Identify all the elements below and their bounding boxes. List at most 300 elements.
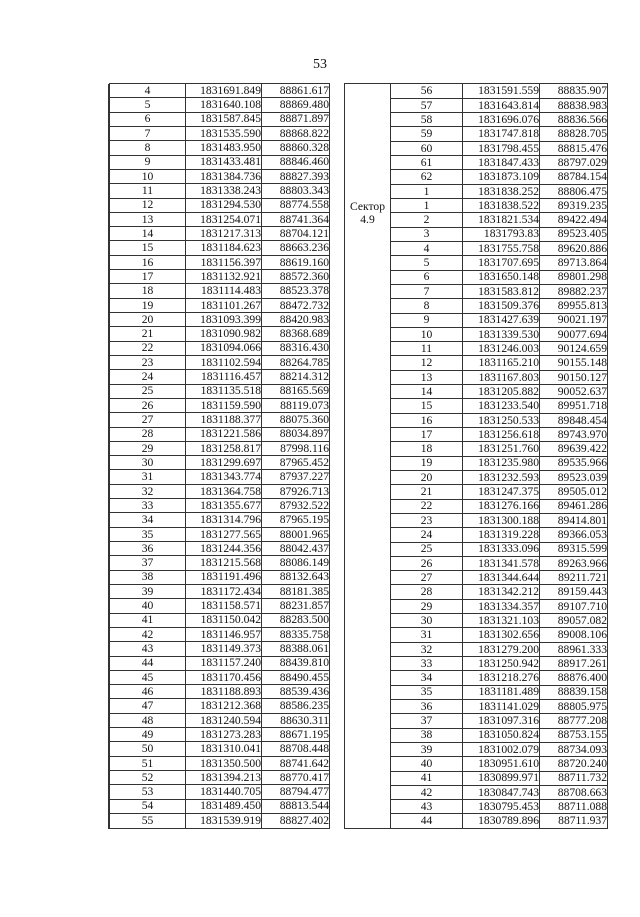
y-coordinate: 89743.970	[540, 428, 608, 442]
table-row	[109, 599, 330, 613]
y-coordinate: 88777.208	[540, 714, 608, 728]
point-number: 53	[110, 785, 186, 799]
y-coordinate: 89523.405	[540, 227, 608, 241]
x-coordinate: 1831184.623	[186, 241, 262, 255]
point-number: 37	[110, 556, 186, 570]
table-row	[345, 141, 608, 155]
x-coordinate: 1831251.760	[463, 442, 540, 456]
x-coordinate: 1831132.921	[186, 270, 262, 284]
y-coordinate: 90124.659	[540, 342, 608, 356]
point-number: 41	[110, 613, 186, 627]
point-number: 20	[110, 313, 186, 327]
y-coordinate: 88439.810	[262, 656, 330, 670]
y-coordinate: 88869.480	[262, 98, 330, 112]
y-coordinate: 88827.393	[262, 169, 330, 183]
y-coordinate: 88708.448	[262, 742, 330, 756]
y-coordinate: 88214.312	[262, 370, 330, 384]
y-coordinate: 88619.160	[262, 255, 330, 269]
y-coordinate: 88813.544	[262, 799, 330, 813]
y-coordinate: 88774.558	[262, 198, 330, 212]
y-coordinate: 89620.886	[540, 241, 608, 255]
x-coordinate: 1831159.590	[186, 398, 262, 412]
y-coordinate: 88119.073	[262, 398, 330, 412]
sector-cell	[345, 127, 391, 141]
y-coordinate: 88846.460	[262, 155, 330, 169]
y-coordinate: 88472.732	[262, 298, 330, 312]
point-number: 35	[391, 685, 463, 699]
y-coordinate: 88838.983	[540, 98, 608, 112]
x-coordinate: 1831798.455	[463, 141, 540, 155]
x-coordinate: 1831150.042	[186, 613, 262, 627]
x-coordinate: 1831394.213	[186, 771, 262, 785]
y-coordinate: 88805.975	[540, 699, 608, 713]
x-coordinate: 1831339.530	[463, 327, 540, 341]
y-coordinate: 89319.235	[540, 199, 608, 213]
x-coordinate: 1831090.982	[186, 327, 262, 341]
point-number: 18	[391, 442, 463, 456]
x-coordinate: 1831135.518	[186, 384, 262, 398]
y-coordinate: 88961.333	[540, 642, 608, 656]
point-number: 33	[391, 657, 463, 671]
point-number: 19	[110, 298, 186, 312]
y-coordinate: 88720.240	[540, 757, 608, 771]
x-coordinate: 1831535.590	[186, 126, 262, 140]
table-row	[109, 499, 330, 513]
table-row	[345, 184, 608, 198]
point-number: 26	[110, 398, 186, 412]
x-coordinate: 1831149.373	[186, 642, 262, 656]
point-number: 11	[110, 184, 186, 198]
point-number: 41	[391, 771, 463, 785]
x-coordinate: 1831319.228	[463, 528, 540, 542]
point-number: 28	[391, 585, 463, 599]
x-coordinate: 1831583.812	[463, 284, 540, 298]
point-number: 55	[110, 813, 186, 828]
coordinates-table-right	[344, 83, 608, 829]
x-coordinate: 1831427.639	[463, 313, 540, 327]
x-coordinate: 1831338.243	[186, 184, 262, 198]
x-coordinate: 1831279.200	[463, 642, 540, 656]
point-number: 27	[110, 413, 186, 427]
table-row	[109, 155, 330, 169]
y-coordinate: 89535.966	[540, 456, 608, 470]
x-coordinate: 1831707.695	[463, 256, 540, 270]
table-row	[345, 113, 608, 127]
table-row	[109, 542, 330, 556]
x-coordinate: 1831838.522	[463, 199, 540, 213]
sector-cell	[345, 156, 391, 170]
point-number: 38	[391, 728, 463, 742]
table-row	[109, 527, 330, 541]
x-coordinate: 1831333.096	[463, 542, 540, 556]
x-coordinate: 1831188.377	[186, 413, 262, 427]
x-coordinate: 1830789.896	[463, 814, 540, 828]
table-row	[109, 255, 330, 269]
y-coordinate: 88770.417	[262, 771, 330, 785]
x-coordinate: 1831321.103	[463, 614, 540, 628]
point-number: 49	[110, 728, 186, 742]
x-coordinate: 1831343.774	[186, 470, 262, 484]
x-coordinate: 1831212.368	[186, 699, 262, 713]
x-coordinate: 1831355.677	[186, 499, 262, 513]
x-coordinate: 1831002.079	[463, 742, 540, 756]
table-row	[109, 241, 330, 255]
table-row	[109, 484, 330, 498]
x-coordinate: 1831364.758	[186, 484, 262, 498]
x-coordinate: 1831691.849	[186, 84, 262, 98]
y-coordinate: 88708.663	[540, 785, 608, 799]
x-coordinate: 1831277.565	[186, 527, 262, 541]
table-row	[109, 785, 330, 799]
table-row	[109, 327, 330, 341]
x-coordinate: 1831141.029	[463, 699, 540, 713]
point-number: 32	[391, 642, 463, 656]
y-coordinate: 88839.158	[540, 685, 608, 699]
y-coordinate: 88075.360	[262, 413, 330, 427]
y-coordinate: 87965.452	[262, 456, 330, 470]
point-number: 34	[391, 671, 463, 685]
y-coordinate: 88917.261	[540, 657, 608, 671]
point-number: 17	[391, 428, 463, 442]
x-coordinate: 1831157.240	[186, 656, 262, 670]
table-row	[109, 313, 330, 327]
x-coordinate: 1830847.743	[463, 785, 540, 799]
y-coordinate: 89414.801	[540, 513, 608, 527]
point-number: 8	[391, 299, 463, 313]
table-row	[109, 556, 330, 570]
point-number: 24	[391, 528, 463, 542]
table-row	[345, 156, 608, 170]
y-coordinate: 87926.713	[262, 484, 330, 498]
point-number: 10	[391, 327, 463, 341]
table-row	[345, 98, 608, 112]
y-coordinate: 88871.897	[262, 112, 330, 126]
x-coordinate: 1831587.845	[186, 112, 262, 126]
table-row	[109, 227, 330, 241]
x-coordinate: 1830795.453	[463, 800, 540, 814]
x-coordinate: 1831116.457	[186, 370, 262, 384]
y-coordinate: 88671.195	[262, 728, 330, 742]
y-coordinate: 88165.569	[262, 384, 330, 398]
point-number: 6	[391, 270, 463, 284]
y-coordinate: 88283.500	[262, 613, 330, 627]
y-coordinate: 89951.718	[540, 399, 608, 413]
y-coordinate: 89107.710	[540, 599, 608, 613]
y-coordinate: 89159.443	[540, 585, 608, 599]
point-number: 40	[110, 599, 186, 613]
point-number: 9	[391, 313, 463, 327]
x-coordinate: 1831146.957	[186, 627, 262, 641]
table-row	[109, 112, 330, 126]
x-coordinate: 1831244.356	[186, 542, 262, 556]
point-number: 29	[110, 441, 186, 455]
y-coordinate: 89801.298	[540, 270, 608, 284]
x-coordinate: 1831250.942	[463, 657, 540, 671]
sector-cell	[345, 141, 391, 155]
point-number: 61	[391, 156, 463, 170]
point-number: 23	[391, 513, 463, 527]
point-number: 46	[110, 685, 186, 699]
y-coordinate: 89057.082	[540, 614, 608, 628]
x-coordinate: 1831342.212	[463, 585, 540, 599]
y-coordinate: 90021.197	[540, 313, 608, 327]
y-coordinate: 87965.195	[262, 513, 330, 527]
x-coordinate: 1831258.817	[186, 441, 262, 455]
table-row	[109, 570, 330, 584]
x-coordinate: 1831170.456	[186, 670, 262, 684]
y-coordinate: 88741.364	[262, 212, 330, 226]
point-number: 4	[391, 241, 463, 255]
x-coordinate: 1831181.489	[463, 685, 540, 699]
x-coordinate: 1831235.980	[463, 456, 540, 470]
y-coordinate: 89422.494	[540, 213, 608, 227]
point-number: 34	[110, 513, 186, 527]
y-coordinate: 88572.360	[262, 270, 330, 284]
x-coordinate: 1831221.586	[186, 427, 262, 441]
y-coordinate: 88042.437	[262, 542, 330, 556]
point-number: 12	[391, 356, 463, 370]
y-coordinate: 88630.311	[262, 713, 330, 727]
table-row	[109, 470, 330, 484]
x-coordinate: 1831344.644	[463, 571, 540, 585]
x-coordinate: 1831350.500	[186, 756, 262, 770]
table-row	[109, 370, 330, 384]
y-coordinate: 88420.983	[262, 313, 330, 327]
point-number: 14	[110, 227, 186, 241]
table-row	[345, 127, 608, 141]
table-row	[109, 284, 330, 298]
y-coordinate: 90155.148	[540, 356, 608, 370]
x-coordinate: 1831232.593	[463, 470, 540, 484]
y-coordinate: 88803.343	[262, 184, 330, 198]
point-number: 18	[110, 284, 186, 298]
table-row	[109, 713, 330, 727]
table-row	[109, 355, 330, 369]
x-coordinate: 1831205.882	[463, 385, 540, 399]
y-coordinate: 88523.378	[262, 284, 330, 298]
point-number: 7	[110, 126, 186, 140]
point-number: 21	[110, 327, 186, 341]
point-number: 50	[110, 742, 186, 756]
point-number: 16	[110, 255, 186, 269]
y-coordinate: 88001.965	[262, 527, 330, 541]
y-coordinate: 89366.053	[540, 528, 608, 542]
y-coordinate: 88539.436	[262, 685, 330, 699]
x-coordinate: 1831755.758	[463, 241, 540, 255]
y-coordinate: 90077.694	[540, 327, 608, 341]
point-number: 36	[110, 542, 186, 556]
x-coordinate: 1831215.568	[186, 556, 262, 570]
sector-cell	[345, 84, 391, 99]
point-number: 13	[110, 212, 186, 226]
y-coordinate: 88316.430	[262, 341, 330, 355]
x-coordinate: 1831276.166	[463, 499, 540, 513]
x-coordinate: 1831050.824	[463, 728, 540, 742]
x-coordinate: 1831233.540	[463, 399, 540, 413]
x-coordinate: 1831101.267	[186, 298, 262, 312]
y-coordinate: 88860.328	[262, 141, 330, 155]
x-coordinate: 1831246.003	[463, 342, 540, 356]
table-row	[109, 670, 330, 684]
x-coordinate: 1831483.950	[186, 141, 262, 155]
x-coordinate: 1831156.397	[186, 255, 262, 269]
point-number: 37	[391, 714, 463, 728]
point-number: 26	[391, 556, 463, 570]
y-coordinate: 89848.454	[540, 413, 608, 427]
table-row	[109, 384, 330, 398]
point-number: 14	[391, 385, 463, 399]
x-coordinate: 1831650.148	[463, 270, 540, 284]
point-number: 36	[391, 699, 463, 713]
x-coordinate: 1831591.559	[463, 84, 540, 99]
y-coordinate: 88711.732	[540, 771, 608, 785]
x-coordinate: 1831250.533	[463, 413, 540, 427]
x-coordinate: 1831172.434	[186, 584, 262, 598]
sector-cell	[345, 184, 391, 198]
table-row	[109, 198, 330, 212]
table-row	[109, 756, 330, 770]
y-coordinate: 88711.088	[540, 800, 608, 814]
point-number: 22	[110, 341, 186, 355]
x-coordinate: 1831273.283	[186, 728, 262, 742]
point-number: 2	[391, 213, 463, 227]
y-coordinate: 88231.857	[262, 599, 330, 613]
point-number: 30	[110, 456, 186, 470]
sector-cell	[345, 98, 391, 112]
table-row	[109, 298, 330, 312]
table-row	[109, 642, 330, 656]
x-coordinate: 1831821.534	[463, 213, 540, 227]
table-row	[109, 169, 330, 183]
point-number: 59	[391, 127, 463, 141]
y-coordinate: 89263.966	[540, 556, 608, 570]
point-number: 43	[391, 800, 463, 814]
table-row	[109, 441, 330, 455]
point-number: 22	[391, 499, 463, 513]
point-number: 8	[110, 141, 186, 155]
table-row	[109, 398, 330, 412]
y-coordinate: 88827.402	[262, 813, 330, 828]
x-coordinate: 1831165.210	[463, 356, 540, 370]
x-coordinate: 1831539.919	[186, 813, 262, 828]
y-coordinate: 88335.758	[262, 627, 330, 641]
point-number: 11	[391, 342, 463, 356]
y-coordinate: 88181.385	[262, 584, 330, 598]
table-row	[109, 771, 330, 785]
y-coordinate: 87932.522	[262, 499, 330, 513]
x-coordinate: 1831838.252	[463, 184, 540, 198]
table-row	[109, 699, 330, 713]
y-coordinate: 88753.155	[540, 728, 608, 742]
x-coordinate: 1831873.109	[463, 170, 540, 184]
table-row	[345, 84, 608, 99]
y-coordinate: 88704.121	[262, 227, 330, 241]
y-coordinate: 89008.106	[540, 628, 608, 642]
table-row	[109, 141, 330, 155]
point-number: 16	[391, 413, 463, 427]
y-coordinate: 88264.785	[262, 355, 330, 369]
point-number: 43	[110, 642, 186, 656]
table-row	[109, 742, 330, 756]
y-coordinate: 88806.475	[540, 184, 608, 198]
page-number: 53	[313, 57, 327, 72]
x-coordinate: 1831341.578	[463, 556, 540, 570]
x-coordinate: 1831696.076	[463, 113, 540, 127]
point-number: 52	[110, 771, 186, 785]
point-number: 39	[110, 584, 186, 598]
x-coordinate: 1831299.697	[186, 456, 262, 470]
x-coordinate: 1831158.571	[186, 599, 262, 613]
table-row	[109, 341, 330, 355]
y-coordinate: 89505.012	[540, 485, 608, 499]
y-coordinate: 88835.907	[540, 84, 608, 99]
table-row	[109, 513, 330, 527]
x-coordinate: 1831167.803	[463, 370, 540, 384]
point-number: 40	[391, 757, 463, 771]
y-coordinate: 89211.721	[540, 571, 608, 585]
point-number: 47	[110, 699, 186, 713]
x-coordinate: 1831094.066	[186, 341, 262, 355]
table-row	[109, 126, 330, 140]
point-number: 25	[391, 542, 463, 556]
point-number: 12	[110, 198, 186, 212]
table-row	[109, 627, 330, 641]
point-number: 15	[110, 241, 186, 255]
sector-cell	[345, 113, 391, 127]
y-coordinate: 90052.637	[540, 385, 608, 399]
point-number: 19	[391, 456, 463, 470]
point-number: 48	[110, 713, 186, 727]
y-coordinate: 88586.235	[262, 699, 330, 713]
y-coordinate: 88815.476	[540, 141, 608, 155]
point-number: 3	[391, 227, 463, 241]
y-coordinate: 88797.029	[540, 156, 608, 170]
x-coordinate: 1831093.399	[186, 313, 262, 327]
y-coordinate: 88784.154	[540, 170, 608, 184]
table-row	[109, 98, 330, 112]
table-row	[109, 456, 330, 470]
point-number: 32	[110, 484, 186, 498]
table-row	[109, 184, 330, 198]
sector-cell	[345, 170, 391, 184]
point-number: 58	[391, 113, 463, 127]
point-number: 23	[110, 355, 186, 369]
point-number: 17	[110, 270, 186, 284]
point-number: 20	[391, 470, 463, 484]
table-row	[109, 84, 330, 98]
point-number: 42	[110, 627, 186, 641]
table-row	[109, 270, 330, 284]
x-coordinate: 1831643.814	[463, 98, 540, 112]
sector-label: Сектор 4.9	[345, 199, 391, 829]
y-coordinate: 88861.617	[262, 84, 330, 98]
x-coordinate: 1831218.276	[463, 671, 540, 685]
point-number: 15	[391, 399, 463, 413]
x-coordinate: 1831191.496	[186, 570, 262, 584]
x-coordinate: 1831256.618	[463, 428, 540, 442]
point-number: 5	[110, 98, 186, 112]
point-number: 60	[391, 141, 463, 155]
table-row	[109, 427, 330, 441]
y-coordinate: 89955.813	[540, 299, 608, 313]
point-number: 25	[110, 384, 186, 398]
point-number: 7	[391, 284, 463, 298]
table-row	[109, 799, 330, 813]
y-coordinate: 89315.599	[540, 542, 608, 556]
y-coordinate: 88086.149	[262, 556, 330, 570]
x-coordinate: 1831334.357	[463, 599, 540, 613]
table-row	[109, 413, 330, 427]
